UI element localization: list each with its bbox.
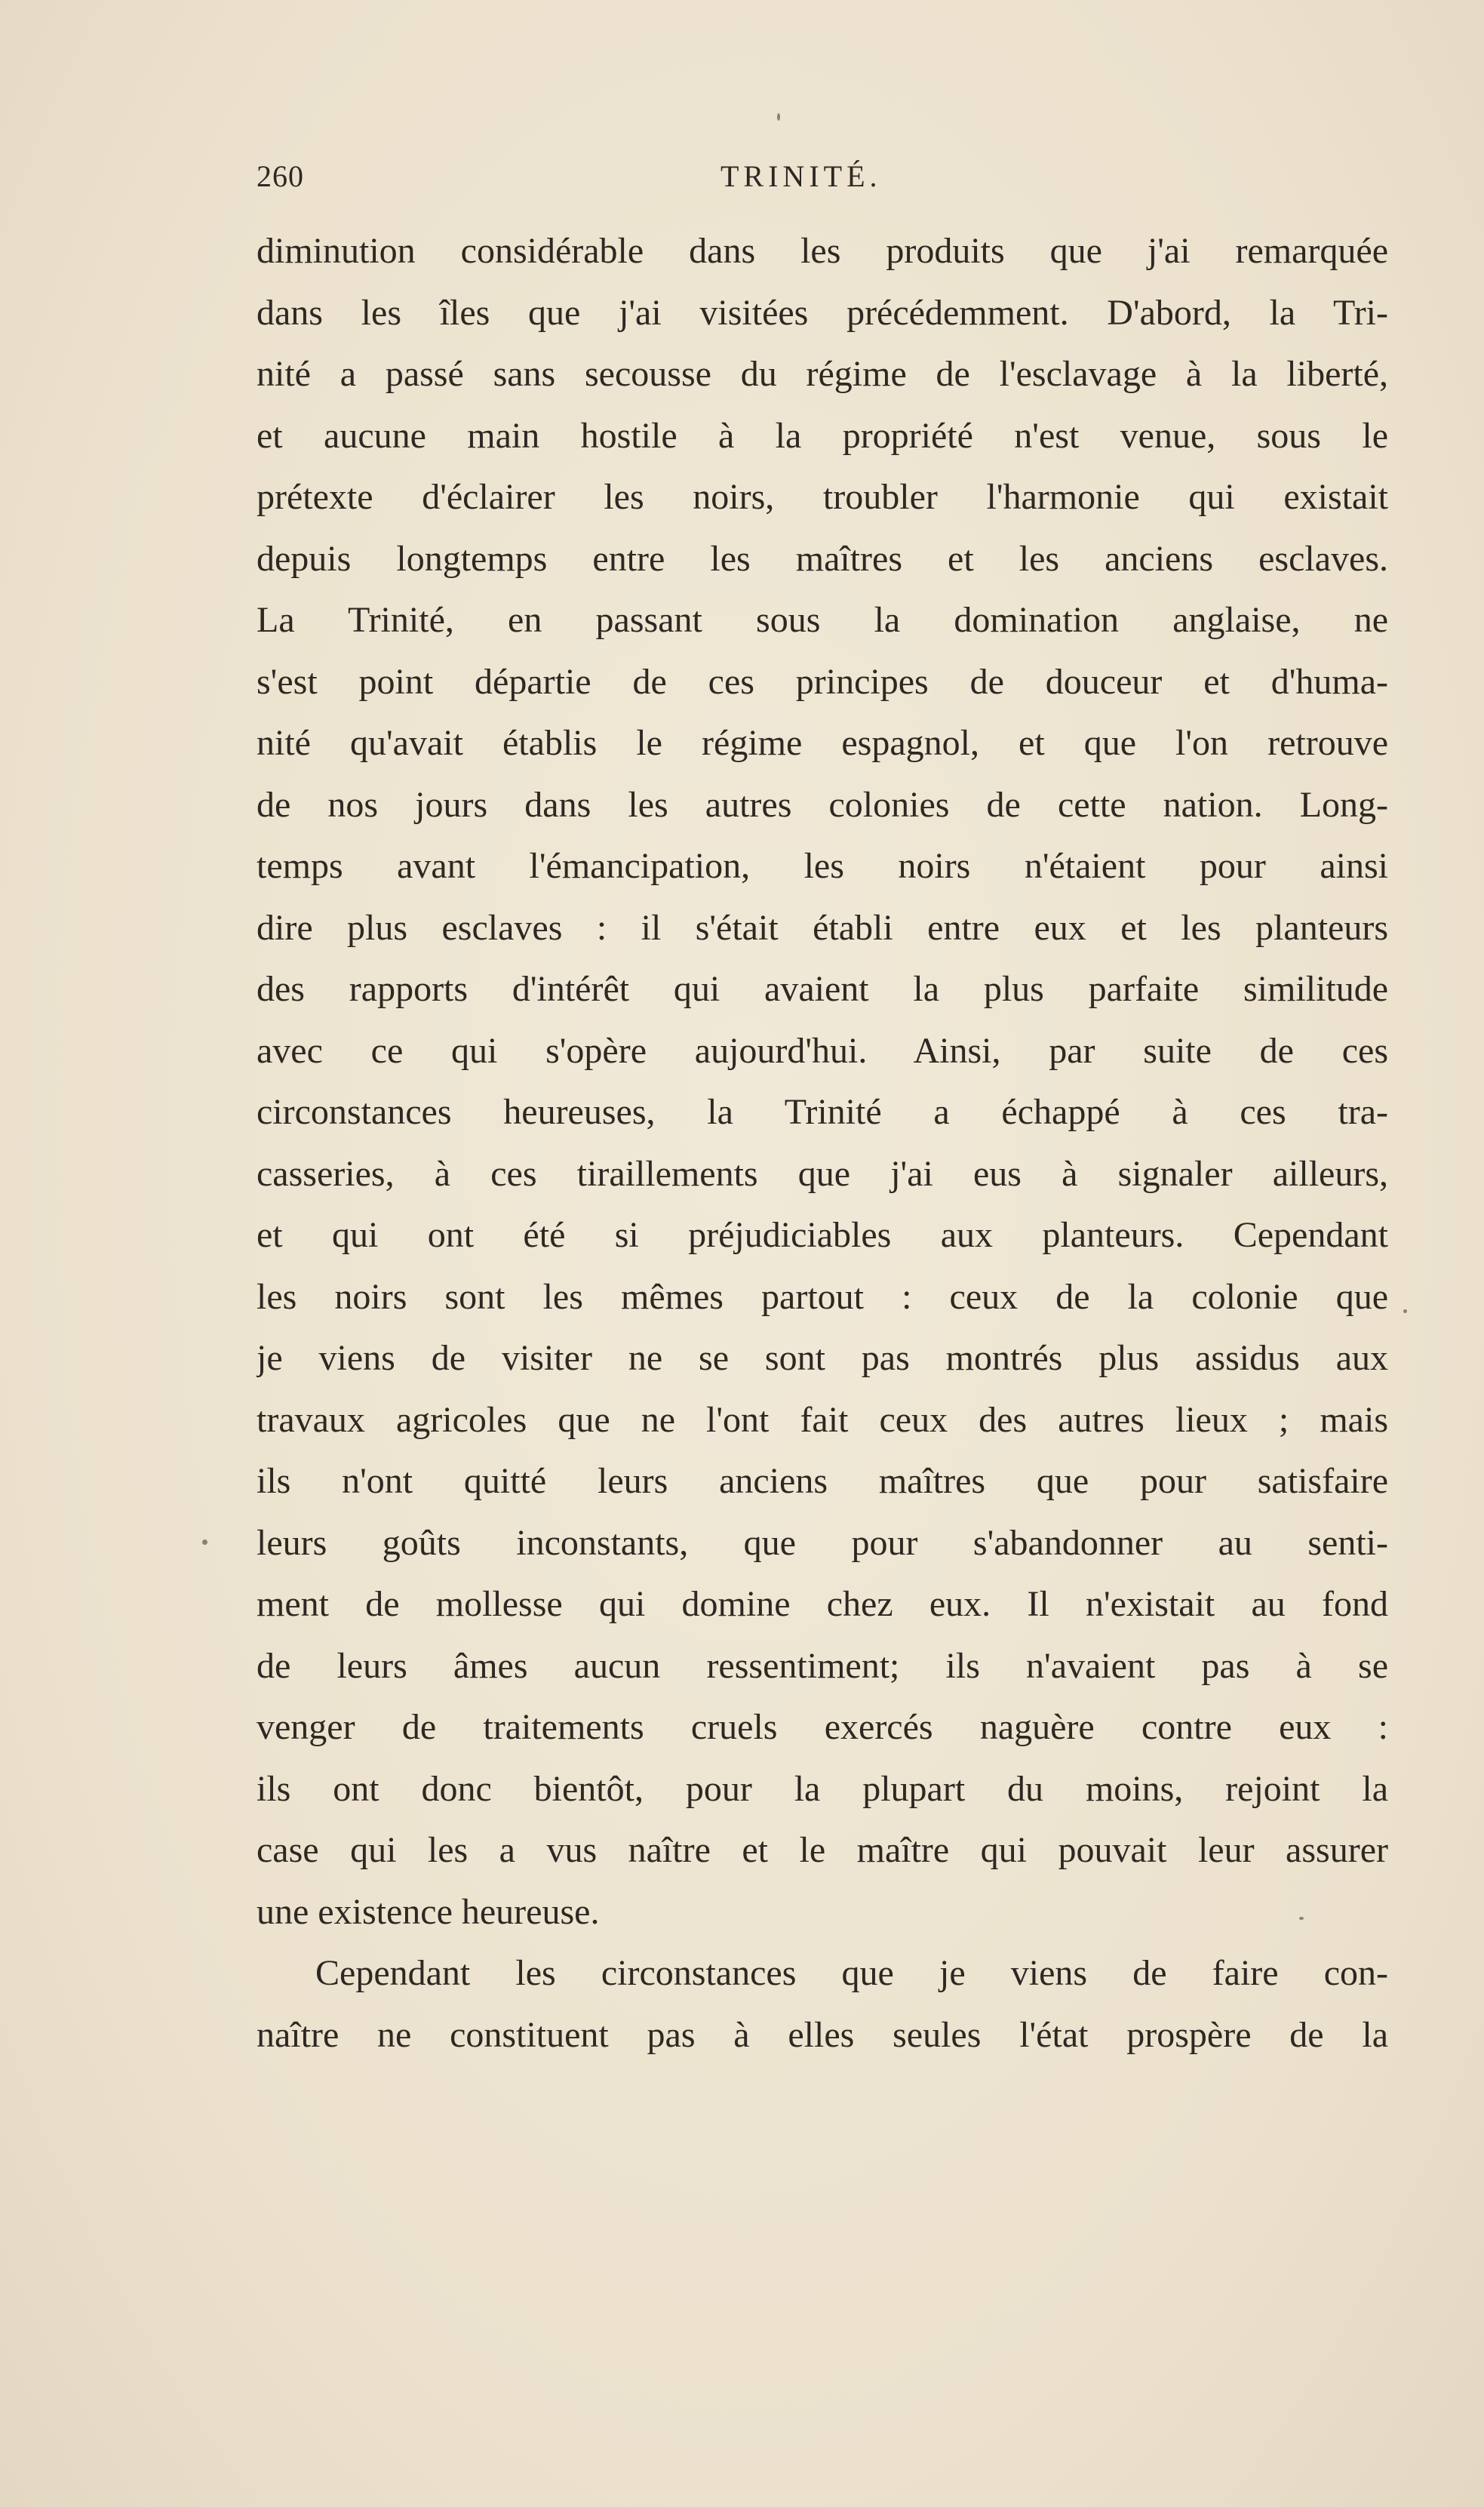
text-line: circonstances heureuses, la Trinité a échappé à ces tra- <box>257 1092 1388 1132</box>
text-line: La Trinité, en passant sous la domination anglaise, ne <box>257 600 1388 640</box>
text-line: et qui ont été si préjudiciables aux planteurs. Cependant <box>257 1215 1388 1255</box>
text-line: nité a passé sans secousse du régime de l'esclavage à la liberté, <box>257 354 1388 394</box>
paper-speck <box>1403 1309 1407 1313</box>
text-line: depuis longtemps entre les maîtres et les anciens esclaves. <box>257 538 1388 579</box>
text-line: naître ne constituent pas à elles seules l'état prospère de la <box>257 2014 1388 2055</box>
text-line: et aucune main hostile à la propriété n'est venue, sous le <box>257 415 1388 456</box>
running-head <box>257 158 1388 204</box>
paragraph-1 <box>257 220 1388 1943</box>
text-line: nité qu'avait établis le régime espagnol, et que l'on retrouve <box>257 723 1388 763</box>
text-line: ils ont donc bientôt, pour la plupart du moins, rejoint la <box>257 1768 1388 1809</box>
paragraph-2 <box>257 1943 1388 2066</box>
text-line: Cependant les circonstances que je viens de faire con- <box>315 1953 1388 1993</box>
text-line: venger de traitements cruels exercés naguère contre eux : <box>257 1707 1388 1747</box>
text-line: avec ce qui s'opère aujourd'hui. Ainsi, par suite de ces <box>257 1030 1388 1071</box>
paper-speck <box>777 113 780 121</box>
text-line: une existence heureuse. <box>257 1891 600 1932</box>
text-line: dire plus esclaves : il s'était établi entre eux et les planteurs <box>257 907 1388 948</box>
body-text <box>257 220 1388 2066</box>
text-line: s'est point départie de ces principes de douceur et d'huma- <box>257 661 1388 702</box>
text-line: travaux agricoles que ne l'ont fait ceux des autres lieux ; mais <box>257 1399 1388 1440</box>
text-line: de leurs âmes aucun ressentiment; ils n'avaient pas à se <box>257 1645 1388 1686</box>
running-title: TRINITÉ. <box>720 159 882 193</box>
text-line: ment de mollesse qui domine chez eux. Il n'existait au fond <box>257 1584 1388 1624</box>
text-line: des rapports d'intérêt qui avaient la plus parfaite similitude <box>257 969 1388 1009</box>
page-number: 260 <box>257 159 304 193</box>
text-line: les noirs sont les mêmes partout : ceux de la colonie que <box>257 1276 1388 1317</box>
text-line: leurs goûts inconstants, que pour s'abandonner au senti- <box>257 1522 1388 1563</box>
paper-speck <box>202 1540 207 1545</box>
text-line: je viens de visiter ne se sont pas montrés plus assidus aux <box>257 1338 1388 1378</box>
text-line: casseries, à ces tiraillements que j'ai eus à signaler ailleurs, <box>257 1153 1388 1194</box>
text-line: ils n'ont quitté leurs anciens maîtres que pour satisfaire <box>257 1461 1388 1501</box>
text-line: case qui les a vus naître et le maître qui pouvait leur assurer <box>257 1830 1388 1870</box>
text-line: de nos jours dans les autres colonies de cette nation. Long- <box>257 784 1388 825</box>
text-line: temps avant l'émancipation, les noirs n'étaient pour ainsi <box>257 846 1388 886</box>
text-line: diminution considérable dans les produits que j'ai remarquée <box>257 231 1388 271</box>
text-line: dans les îles que j'ai visitées précédemment. D'abord, la Tri- <box>257 292 1388 333</box>
paper-speck <box>1299 1917 1304 1920</box>
text-line: prétexte d'éclairer les noirs, troubler l'harmonie qui existait <box>257 477 1388 517</box>
